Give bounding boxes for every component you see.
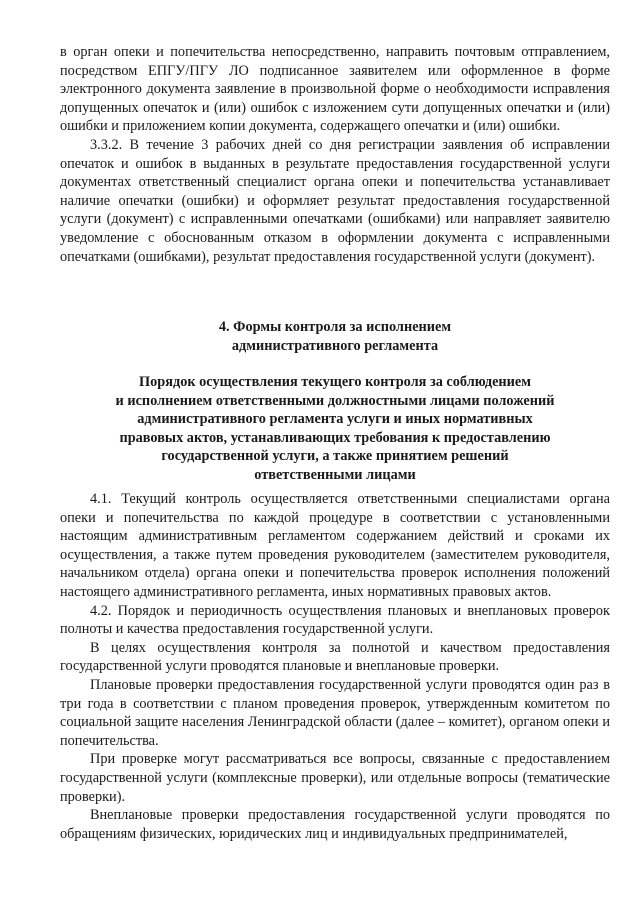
bottom-text-block	[60, 490, 610, 843]
subsection-heading-line-6: ответственными лицами	[254, 466, 416, 483]
paragraph-continuation: в орган опеки и попечительства непосредственно, направить почтовым отправлением, посредством ЕПГУ/ПГУ ЛО подписанное заявителем или оформленное в форме электронного документа заявление в произвольной форме о необходимости исправления допущенных опечаток и (или) ошибок с изложением сути допущенных опечатки и (или) ошибки и приложением копии документа, содержащего опечатки и (или) ошибки.	[60, 44, 610, 135]
subsection-heading-line-4: правовых актов, устанавливающих требования к предоставлению	[119, 429, 551, 446]
paragraph-planned-checks: Плановые проверки предоставления государственной услуги проводятся один раз в три года в соответствии с планом проведения проверок, утвержденным комитетом по социальной защите населения Ленинградской области (далее – комитет), органом опеки и попечительства.	[60, 676, 610, 749]
section-heading-line-2: административного регламента	[231, 337, 439, 354]
paragraph-control-purpose: В целях осуществления контроля за полнотой и качеством предоставления государственной услуги проводятся плановые и внеплановые проверки.	[60, 639, 610, 675]
top-text-block	[60, 43, 610, 266]
subsection-heading-line-5: государственной услуги, а также принятием решений	[161, 448, 509, 465]
section-heading	[60, 318, 610, 355]
subsection-heading-line-1: Порядок осуществления текущего контроля за соблюдением	[139, 374, 531, 390]
paragraph-unplanned-checks: Внеплановые проверки предоставления государственной услуги проводятся по обращениям физических, юридических лиц и индивидуальных предпринимателей,	[60, 807, 610, 842]
paragraph-check-scope: При проверке могут рассматриваться все вопросы, связанные с предоставлением государственной услуги (комплексные проверки), или отдельные вопросы (тематические проверки).	[60, 751, 610, 805]
section-heading-line-1: 4. Формы контроля за исполнением	[218, 319, 452, 335]
paragraph-4-2: 4.2. Порядок и периодичность осуществления плановых и внеплановых проверок полноты и качества предоставления государственной услуги.	[60, 602, 610, 638]
subsection-heading	[60, 373, 610, 485]
paragraph-3-3-2: 3.3.2. В течение 3 рабочих дней со дня регистрации заявления об исправлении опечаток и ошибок в выданных в результате предоставления государственной услуги документах ответственный специалист органа опеки и попечительства устанавливает наличие опечатки (ошибки) и оформляет результат предоставления государственной услуги (документ) с исправленными опечатками (ошибками) или направляет заявителю уведомление с обоснованным отказом в оформлении документа с исправленными опечатками (ошибками), результат предоставления государственной услуги (документ).	[60, 136, 610, 265]
subsection-heading-line-3: административного регламента услуги и иных нормативных	[137, 411, 533, 428]
paragraph-4-1: 4.1. Текущий контроль осуществляется ответственными специалистами органа опеки и попечительства по каждой процедуре в соответствии с установленными настоящим административным регламентом содержанием действий и сроками их осуществления, а также путем проведения руководителем (заместителем руководителя, начальником отдела) органа опеки и попечительства проверок исполнения положений настоящего административного регламента, иных нормативных правовых актов.	[60, 491, 610, 600]
subsection-heading-line-2: и исполнением ответственными должностными лицами положений	[115, 392, 555, 409]
